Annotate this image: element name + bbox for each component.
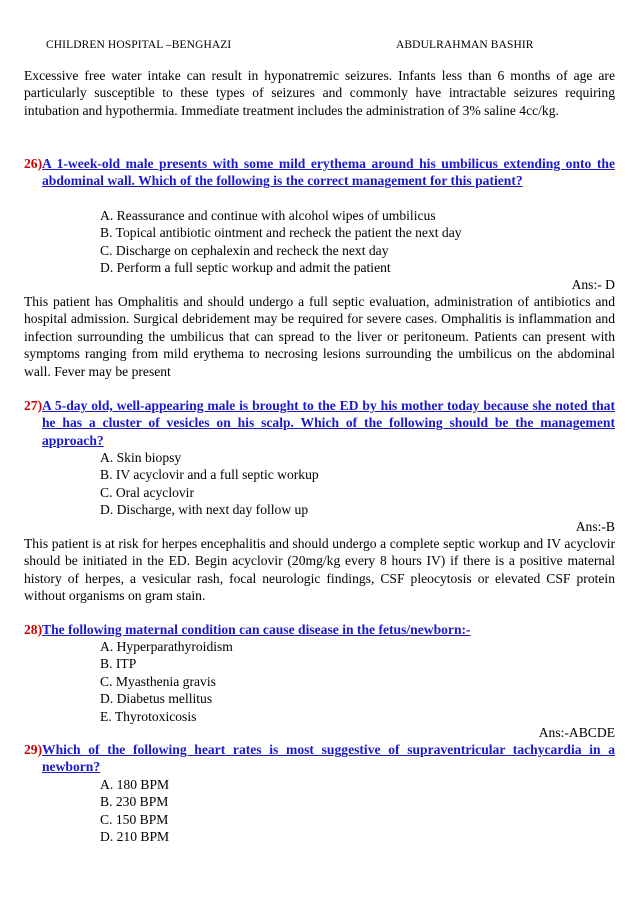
intro-paragraph: Excessive free water intake can result in hyponatremic seizures. Infants less than 6 months of age are particularly susceptible to these types of seizures and commonly have intractable seizures requiring intubation and hypothermia. Immediate treatment includes the administration of 3% saline 4cc/kg. bbox=[24, 68, 615, 118]
header-author: ABDULRAHMAN BASHIR bbox=[396, 39, 534, 51]
question-27 bbox=[24, 397, 615, 449]
header-hospital: CHILDREN HOSPITAL –BENGHAZI bbox=[46, 39, 232, 51]
question-27-answer: Ans:-B bbox=[575, 519, 615, 534]
question-26-options bbox=[100, 207, 462, 277]
question-stem: The following maternal condition can cause disease in the fetus/newborn:- bbox=[42, 622, 471, 637]
option-c: C. Oral acyclovir bbox=[100, 484, 194, 500]
option-e: E. Thyrotoxicosis bbox=[100, 708, 197, 724]
question-28-options bbox=[100, 638, 233, 725]
option-d: D. Perform a full septic workup and admit the patient bbox=[100, 260, 391, 276]
question-number: 27) bbox=[24, 398, 43, 413]
question-27-explanation: This patient is at risk for herpes encephalitis and should undergo a complete septic workup and IV acyclovir should be initiated in the ED. Begin acyclovir (20mg/kg every 8 hours IV) if there is a positive maternal history of herpes, a vesicular rash, focal neurologic findings, CSF pleocytosis or elevated CSF protein without organisms on gram stain. bbox=[24, 536, 615, 604]
option-d: D. Diabetus mellitus bbox=[100, 691, 213, 707]
question-number: 26) bbox=[24, 156, 43, 171]
option-d: D. 210 BPM bbox=[100, 829, 170, 845]
question-29-options bbox=[100, 776, 169, 846]
question-26-answer: Ans:- D bbox=[571, 277, 615, 292]
option-c: C. 150 BPM bbox=[100, 811, 169, 827]
option-b: B. 230 BPM bbox=[100, 794, 169, 810]
question-26-explanation: This patient has Omphalitis and should undergo a full septic evaluation, administration of antibiotics and hospital admission. Surgical debridement may be required for severe cases. Omphalitis is inflammation and infection surrounding the umbilicus that can spread to the liver or peritoneum. Patients can present with symptoms ranging from mild erythema to necrosing lesions surrounding the umbilicus on the abdominal wall. Fever may be present bbox=[24, 294, 615, 379]
question-29 bbox=[24, 741, 615, 776]
question-stem: Which of the following heart rates is most suggestive of supraventricular tachycardia in a newborn? bbox=[42, 742, 615, 775]
option-a: A. Reassurance and continue with alcohol wipes of umbilicus bbox=[100, 208, 436, 223]
option-b: B. ITP bbox=[100, 656, 137, 672]
option-b: B. Topical antibiotic ointment and recheck the patient the next day bbox=[100, 225, 462, 241]
question-number: 28) bbox=[24, 622, 43, 637]
question-28 bbox=[24, 621, 615, 638]
option-a: A. 180 BPM bbox=[100, 777, 170, 792]
option-c: C. Discharge on cephalexin and recheck the next day bbox=[100, 242, 389, 258]
question-27-options bbox=[100, 449, 319, 519]
question-28-answer: Ans:-ABCDE bbox=[538, 725, 615, 740]
question-number: 29) bbox=[24, 742, 43, 757]
question-stem: A 1-week-old male presents with some mild erythema around his umbilicus extending onto the abdominal wall. Which of the following is the correct management for this patient? bbox=[42, 156, 615, 189]
option-a: A. Hyperparathyroidism bbox=[100, 639, 233, 654]
option-b: B. IV acyclovir and a full septic workup bbox=[100, 467, 319, 483]
option-d: D. Discharge, with next day follow up bbox=[100, 502, 309, 518]
question-stem: A 5-day old, well-appearing male is brought to the ED by his mother today because she noted that he has a cluster of vesicles on his scalp. Which of the following should be the management approach? bbox=[42, 398, 615, 448]
question-26 bbox=[24, 155, 615, 190]
option-c: C. Myasthenia gravis bbox=[100, 673, 216, 689]
option-a: A. Skin biopsy bbox=[100, 450, 182, 465]
